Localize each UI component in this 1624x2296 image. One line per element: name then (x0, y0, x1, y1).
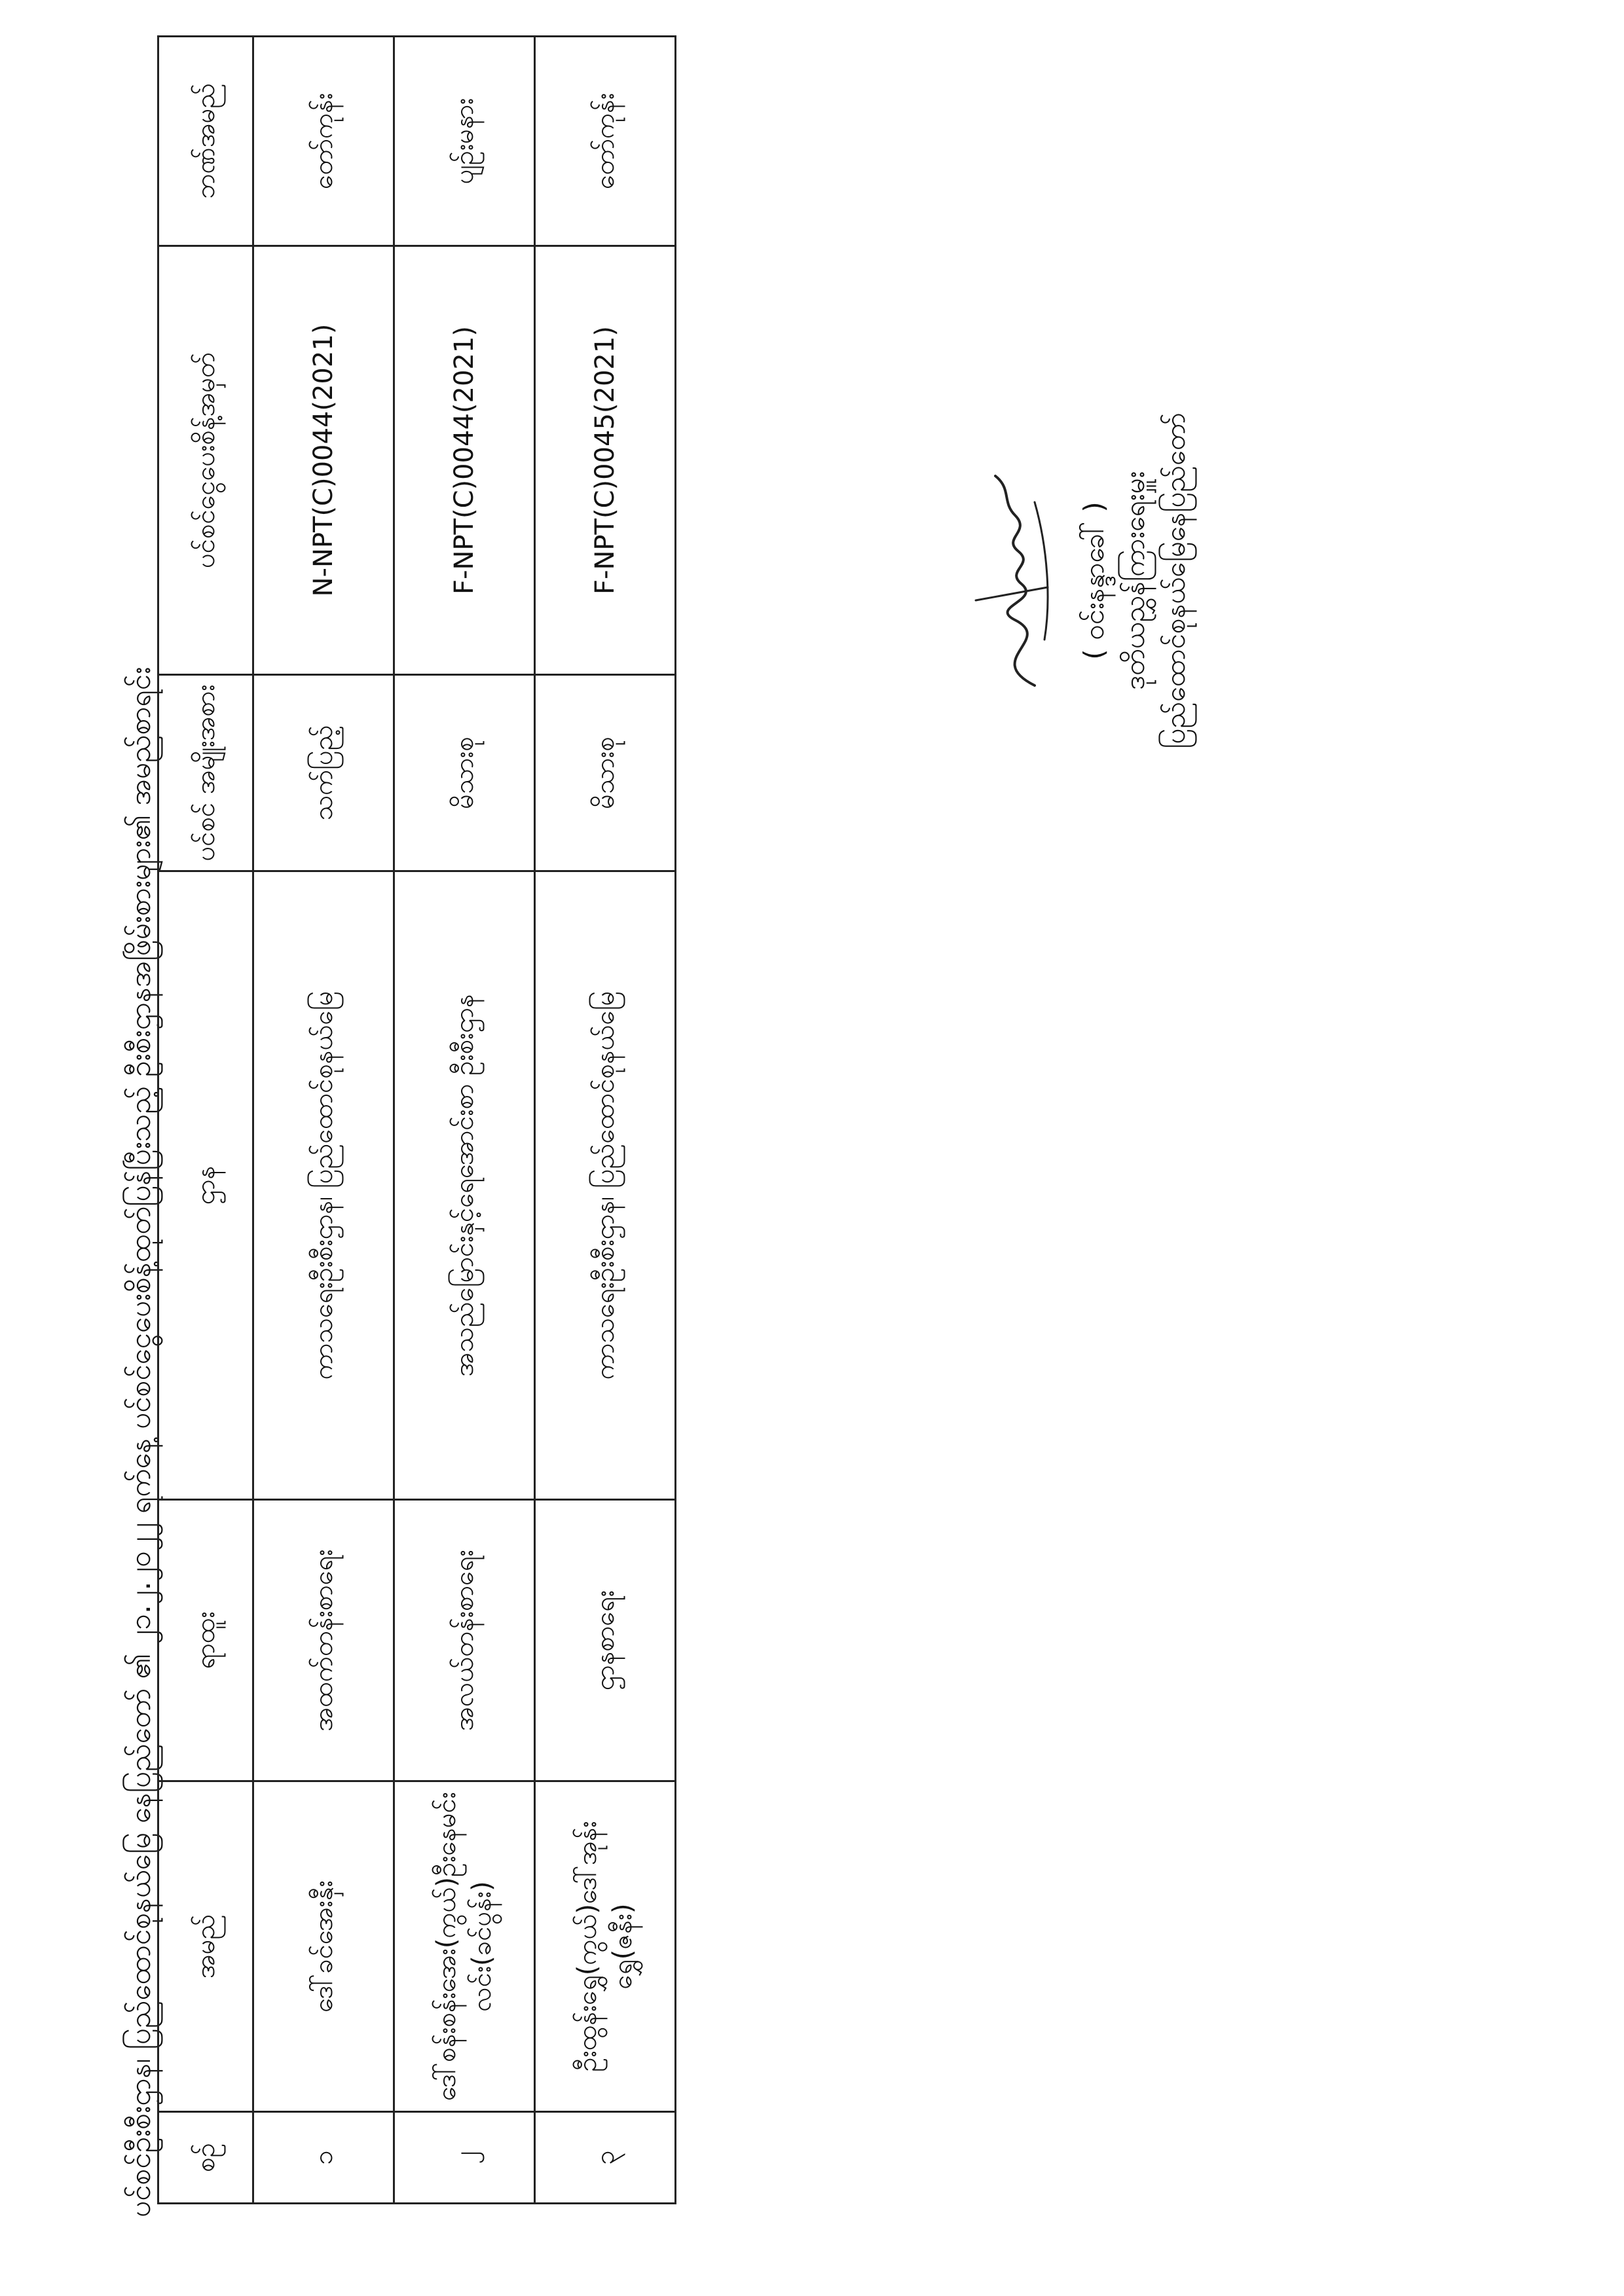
cell-rank: အလယ်တန်းစာရေး (394, 1500, 535, 1781)
cell-order-no: N-NPT(C)0044(2021) (253, 246, 394, 675)
col-header-dept: ဌာန (158, 871, 253, 1500)
cell-dept: ကာသရေးဦးစီးဌာန၊ ပြည်ထောင်စုနယ်မြေ (535, 871, 676, 1500)
cell-name: ဒေါ်ခင်အေးနှီး (253, 1781, 394, 2112)
table-header-row (158, 37, 253, 2204)
retirees-table (157, 35, 676, 2204)
signer-position: ဒုတိယညွှန်ကြားရေးမှူး (1118, 471, 1151, 691)
cell-name: ဦးထွန်းရွှေ(ကွယ်)ဒေါ်အုန်းရွှေ(ဇနီး) (535, 1781, 676, 2112)
cell-no: ၃ (535, 2112, 676, 2204)
cell-order-no: F-NPT(C)0044(2021) (394, 246, 535, 675)
cell-dept: အသည်မြောင်းနှင့်ရေအောင်းစာ ဦးစီးဌာန (394, 871, 535, 1500)
cell-bank: တော်ကုန်း (253, 37, 394, 246)
handwritten-signature (956, 463, 1067, 699)
cell-no: ၂ (394, 2112, 535, 2204)
cell-type: သက်ပြည့် (253, 675, 394, 871)
cell-dept: ကာသရေးဦးစီးဌာန၊ ပြည်ထောင်စုနယ်မြေ (253, 871, 394, 1500)
cell-bank: တော်ကုန်း (535, 37, 676, 246)
cell-bank: ပျဉ်းမနား (394, 37, 535, 246)
document-title: ပင်စင်ဦးစီးဌာန၊ ပြည်ထောင်စုနယ်မြေ နေပြည်တော် ၏ ၂၁.၂.၂၀၂၂ ရက်နေ့ ပင်စင်ငွေပေးစိန့်ထုတ်ပြန်ပြီးသည့် ဦးစီးဌာနအဖြိမ်းစားများ၏ အမည်စာရင်း (124, 666, 157, 2217)
signer-office: ပြည်ထောင်စုနယ်မြေနေပြည်တော် (1159, 412, 1191, 749)
cell-type: မိသားစု (394, 675, 535, 871)
table-row (253, 37, 394, 2204)
cell-rank: ဌာနစာရေး (535, 1500, 676, 1781)
col-header-rank: ရာထူး (158, 1500, 253, 1781)
cell-no: ၁ (253, 2112, 394, 2204)
col-header-no: စဉ် (158, 2112, 253, 2204)
cell-rank: အထက်တန်းစာရေး (253, 1500, 394, 1781)
col-header-bank: ဘဏ်အမည် (158, 37, 253, 246)
signature-block (956, 345, 1196, 816)
signer-name: ( ဝင်းနန္ဒာခေါ် ) (1078, 501, 1110, 660)
col-header-name: အမည် (158, 1781, 253, 2112)
table-row (535, 37, 676, 2204)
col-header-order-no: ပင်စင်ငွေပေးစိန့်အမှတ် (158, 246, 253, 675)
table-row (394, 37, 535, 2204)
cell-type: မိသားစု (535, 675, 676, 871)
cell-name: ဒေါ်စန်းစန်းအေး(ကွယ်)ဦးနေမင်းလင်း(ခင်ပွန်း) (394, 1781, 535, 2112)
col-header-type: ပင်စင် အမျိုးအစား (158, 675, 253, 871)
cell-order-no: F-NPT(C)0045(2021) (535, 246, 676, 675)
